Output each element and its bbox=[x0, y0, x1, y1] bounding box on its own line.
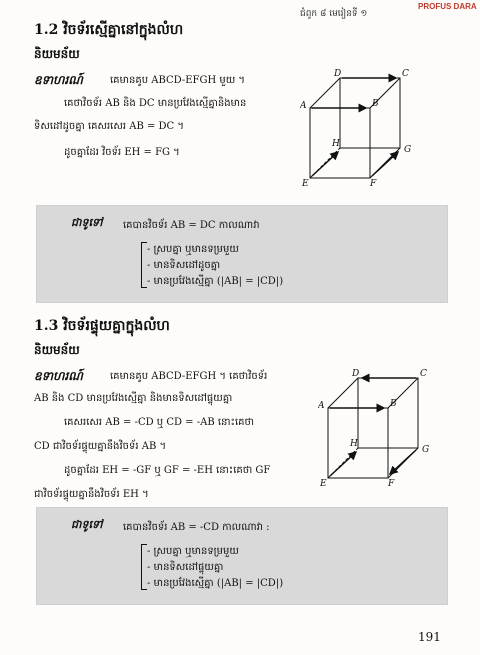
vertex2-E: E bbox=[320, 479, 327, 488]
example2-line-4: CD ជាវិចទ័រផ្ទុយគ្នានឹងវិចទ័រ AB ។ bbox=[34, 441, 167, 452]
section-title-1-3: 1.3 វិចទ័រផ្ទុយគ្នាក្នុងលំហ bbox=[34, 318, 170, 334]
note-item-1-2: - មានទិសដៅដូចគ្នា bbox=[147, 260, 221, 271]
vertex2-F: F bbox=[388, 479, 395, 488]
example-label-1: ឧទាហរណ៍ bbox=[34, 73, 83, 87]
definition-label-2: និយមន័យ bbox=[34, 343, 80, 357]
note-item-2-1: - ស្របគ្នា ឬមានទម្រមួយ bbox=[147, 546, 239, 557]
note-item-2-3: - មានប្រវែងស្មើគ្នា (|AB| = |CD|) bbox=[147, 578, 284, 589]
note-label-2: ជាទូទៅ bbox=[71, 518, 103, 531]
note-box-1 bbox=[36, 205, 448, 303]
vertex-G: G bbox=[404, 145, 412, 155]
vertex2-A: A bbox=[318, 401, 325, 411]
vertex2-D: D bbox=[352, 369, 360, 379]
vertex-B: B bbox=[372, 99, 379, 109]
example2-line-2: AB និង CD មានប្រវែងស្មើគ្នា និងមានទិសដៅផ្ទុយគ្នា bbox=[34, 393, 233, 404]
vertex2-B: B bbox=[390, 399, 397, 409]
brand-watermark: PROFUS DARA bbox=[418, 2, 477, 11]
note-intro-2: គេបានវិចទ័រ AB = -CD កាលណាវា : bbox=[123, 522, 270, 533]
example-line-2: គេថាវិចទ័រ AB និង DC មានប្រវែងស្មើគ្នានិងមាន bbox=[64, 98, 247, 109]
cube-figure-1 bbox=[300, 68, 430, 188]
note-intro-1: គេបានវិចទ័រ AB = DC កាលណាវា bbox=[123, 220, 260, 231]
example-line-3: ទិសដៅដូចគ្នា គេសរសេរ AB = DC ។ bbox=[34, 121, 184, 132]
vertex-H: H bbox=[332, 139, 340, 149]
chapter-header: ជំពូក ៨ មេរៀនទី ១ bbox=[300, 9, 368, 19]
note-item-2-2: - មានទិសដៅផ្ទុយគ្នា bbox=[147, 562, 224, 573]
example-label-2: ឧទាហរណ៍ bbox=[34, 369, 83, 383]
example2-line-1: គេមានគូប ABCD-EFGH ។ គេថាវិចទ័រ bbox=[110, 371, 268, 382]
note-box-2 bbox=[36, 507, 448, 605]
vertex-A: A bbox=[300, 101, 307, 111]
cube-figure-2 bbox=[318, 368, 448, 488]
example-line-1: គេមានគូប ABCD-EFGH មួយ ។ bbox=[110, 75, 246, 86]
bracket-1 bbox=[141, 242, 147, 288]
note-label-1: ជាទូទៅ bbox=[71, 216, 103, 229]
note-item-1-1: - ស្របគ្នា ឬមានទម្រមួយ bbox=[147, 244, 239, 255]
vertex-D: D bbox=[334, 69, 342, 79]
page-number: 191 bbox=[418, 630, 441, 644]
vertex2-H: H bbox=[350, 439, 358, 449]
definition-label-1: និយមន័យ bbox=[34, 47, 80, 61]
section-title-1-2: 1.2 វិចទ័រស្មើគ្នានៅក្នុងលំហ bbox=[34, 22, 184, 38]
vertex-F: F bbox=[370, 179, 377, 188]
example-line-4: ដូចគ្នាដែរ វិចទ័រ EH = FG ។ bbox=[64, 147, 180, 158]
vertex-C: C bbox=[402, 69, 409, 79]
example2-line-3: គេសរសេរ AB = -CD ឬ CD = -AB នោះគេថា bbox=[64, 417, 254, 428]
note-item-1-3: - មានប្រវែងស្មើគ្នា (|AB| = |CD|) bbox=[147, 276, 284, 287]
vertex-E: E bbox=[302, 179, 309, 188]
example2-line-5: ដូចគ្នាដែរ EH = -GF ឬ GF = -EH នោះគេថា GF bbox=[64, 465, 271, 476]
vertex2-G: G bbox=[422, 445, 430, 455]
vertex2-C: C bbox=[420, 369, 427, 379]
example2-line-6: ជាវិចទ័រផ្ទុយគ្នានឹងវិចទ័រ EH ។ bbox=[34, 489, 149, 500]
bracket-2 bbox=[141, 544, 147, 590]
